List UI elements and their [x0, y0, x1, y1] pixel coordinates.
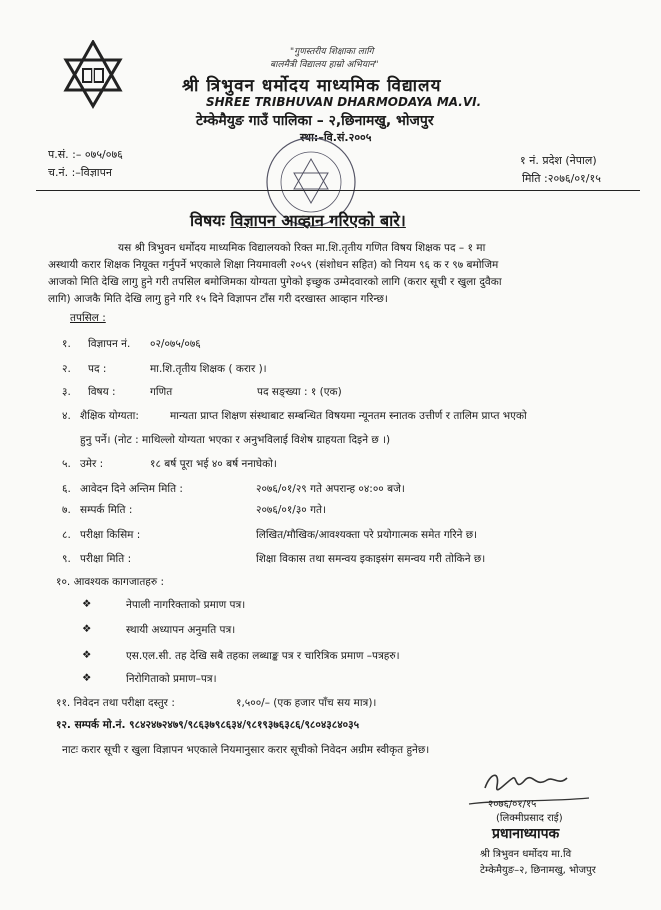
item-value-2: मा.शि.तृतीय शिक्षक ( करार )। — [150, 363, 267, 375]
motto-line-2: बालमैत्री विद्यालय हाम्रो अभियान" — [270, 60, 379, 70]
item-label-7: सम्पर्क मिति : — [80, 504, 133, 516]
item-num-6: ६. — [62, 483, 71, 495]
body-line-2: अस्थायी करार शिक्षक नियूक्त गर्नुपर्ने भएकाले शिक्षा नियमावली २०५९ (संशोधन सहित) को नियम ९६ क र ९७ बमोजिम — [48, 259, 499, 271]
letter-date: मिति :२०७६/०१/१५ — [522, 172, 601, 185]
bullet-icon: ❖ — [82, 598, 92, 610]
documents-heading: १०. आवश्यक कागजातहरु : — [56, 576, 165, 588]
item-label-6: आवेदन दिने अन्तिम मिति : — [80, 483, 183, 495]
school-address: टेम्केमैयुङ गाउँ पालिका – २,छिनामखु, भोजपुर — [196, 113, 434, 129]
item-value-1: ०२/०७५/०७६ — [150, 338, 201, 350]
item-label-3: विषय : — [88, 386, 116, 398]
subject-text: विज्ञापन आव्हान गरिएको बारे। — [230, 211, 406, 230]
item-extra-3: पद सङ्ख्या : १ (एक) — [257, 386, 342, 398]
item-label-9: परीक्षा मिति : — [80, 553, 132, 565]
item-num-7: ७. — [62, 504, 71, 516]
body-line-4: लागि) आजकै मिति देखि लागु हुने गरि १५ दिने विज्ञापन टाँस गरी दरखास्त आव्हान गरिन्छ। — [48, 293, 388, 305]
item-value-7: २०७६/०१/३० गते। — [256, 504, 326, 516]
province-label: १ नं. प्रदेश (नेपाल) — [520, 154, 597, 167]
item-label-8: परीक्षा किसिम : — [80, 529, 141, 541]
item-value-5: १८ बर्ष पूरा भई ४० बर्ष ननाघेको। — [150, 458, 277, 470]
body-line-1: यस श्री त्रिभुवन धर्मोदय माध्यमिक विद्यालयको रिक्त मा.शि.तृतीय गणित विषय शिक्षक पद – १ मा — [118, 242, 486, 254]
bullet-icon: ❖ — [82, 672, 92, 684]
item-num-3: ३. — [62, 386, 71, 398]
item-value-4: मान्यता प्राप्त शिक्षण संस्थाबाट सम्बन्धित विषयमा न्यूनतम स्नातक उत्तीर्ण र तालिम प्राप्त भएको — [170, 410, 527, 422]
item-label-4: शैक्षिक योग्यता: — [80, 410, 139, 422]
motto-line-1: "गुणस्तरीय शिक्षाका लागि — [290, 47, 374, 57]
established-year: स्था:–वि.सं.२००५ — [300, 131, 372, 144]
subject-line — [190, 209, 406, 231]
item-num-2: २. — [62, 363, 71, 375]
principal-title: प्रधानाध्यापक — [492, 826, 560, 842]
document-item-1: नेपाली नागरिक्ताको प्रमाण पत्र। — [126, 599, 246, 611]
note-text: नाटः करार सूची र खुला विज्ञापन भएकाले नियमानुसार करार सूचीको निवेदन अग्रीम स्वीकृत हुनेछ। — [62, 744, 430, 756]
school-name-english: SHREE TRIBHUVAN DHARMODAYA MA.VI. — [206, 95, 482, 109]
item-num-5: ५. — [62, 458, 71, 470]
item-value-9: शिक्षा विकास तथा समन्वय इकाइसंग समन्वय गरी तोकिने छ। — [256, 553, 486, 565]
bullet-icon: ❖ — [82, 649, 92, 661]
document-item-3: एस.एल.सी. तह देखि सबै तहका लब्धाङ्क पत्र र चारित्रिक प्रमाण –पत्रहरु। — [126, 650, 400, 662]
item-label-2: पद : — [88, 363, 107, 375]
signature-date: २०७६/०१/१५ — [488, 799, 537, 810]
item-value-4-cont: हुनु पर्ने। (नोट : माथिल्लो योग्यता भएका र अनुभविलाई विशेष ग्राहयता दिइने छ ।) — [80, 434, 391, 446]
school-logo-icon — [58, 40, 128, 110]
item-num-4: ४. — [62, 410, 71, 422]
item-value-3: गणित — [150, 386, 173, 398]
signature-stamp-line-1: श्री त्रिभुवन धर्मोदय मा.वि — [480, 849, 572, 860]
reference-number: प.सं. :– ०७५/०७६ — [48, 148, 123, 161]
document-item-4: निरोगिताको प्रमाण–पत्र। — [126, 673, 217, 685]
fee-label: ११. निवेदन तथा परीक्षा दस्तुर : — [56, 697, 175, 709]
fee-value: १,५००/– (एक हजार पाँच सय मात्र)। — [236, 697, 377, 709]
body-line-3: आजको मिति देखि लागु हुने गरी तपसिल बमोजिमका योग्यता पुगेको इच्छुक उम्मेदवारको लागि (करार सूची र खुला दुवैका — [48, 276, 502, 288]
item-value-8: लिखित/मौखिक/आवश्यक्ता परे प्रयोगात्मक समेत गरिने छ। — [256, 529, 478, 541]
subject-label: विषयः — [190, 211, 225, 230]
item-label-5: उमेर : — [80, 458, 104, 470]
dispatch-number: च.नं. :–विज्ञापन — [48, 166, 113, 179]
signature-stamp-line-2: टेम्केमैयुङ–२, छिनामखु, भोजपुर — [480, 865, 596, 876]
document-item-2: स्थायी अध्यापन अनुमति पत्र। — [126, 624, 236, 636]
item-label-1: विज्ञापन नं. — [88, 338, 131, 350]
header-divider — [36, 190, 640, 191]
contact-numbers: १२. सम्पर्क मो.नं. ९८४२४७२४७९/९८६३७९८६३४/९८१९३७६३८६/९८०४३८४०३५ — [56, 719, 360, 731]
principal-name: (लिक्मीप्रसाद राई) — [496, 813, 563, 824]
item-num-9: ९. — [62, 553, 71, 565]
item-num-8: ८. — [62, 529, 71, 541]
school-name-nepali: श्री त्रिभुवन धर्मोदय माध्यमिक विद्यालय — [182, 76, 442, 96]
bullet-icon: ❖ — [82, 623, 92, 635]
item-num-1: १. — [62, 338, 71, 350]
item-value-6: २०७६/०१/२९ गते अपरान्ह ०४:०० बजे। — [256, 483, 405, 495]
tapasil-heading: तपसिल : — [70, 312, 106, 324]
